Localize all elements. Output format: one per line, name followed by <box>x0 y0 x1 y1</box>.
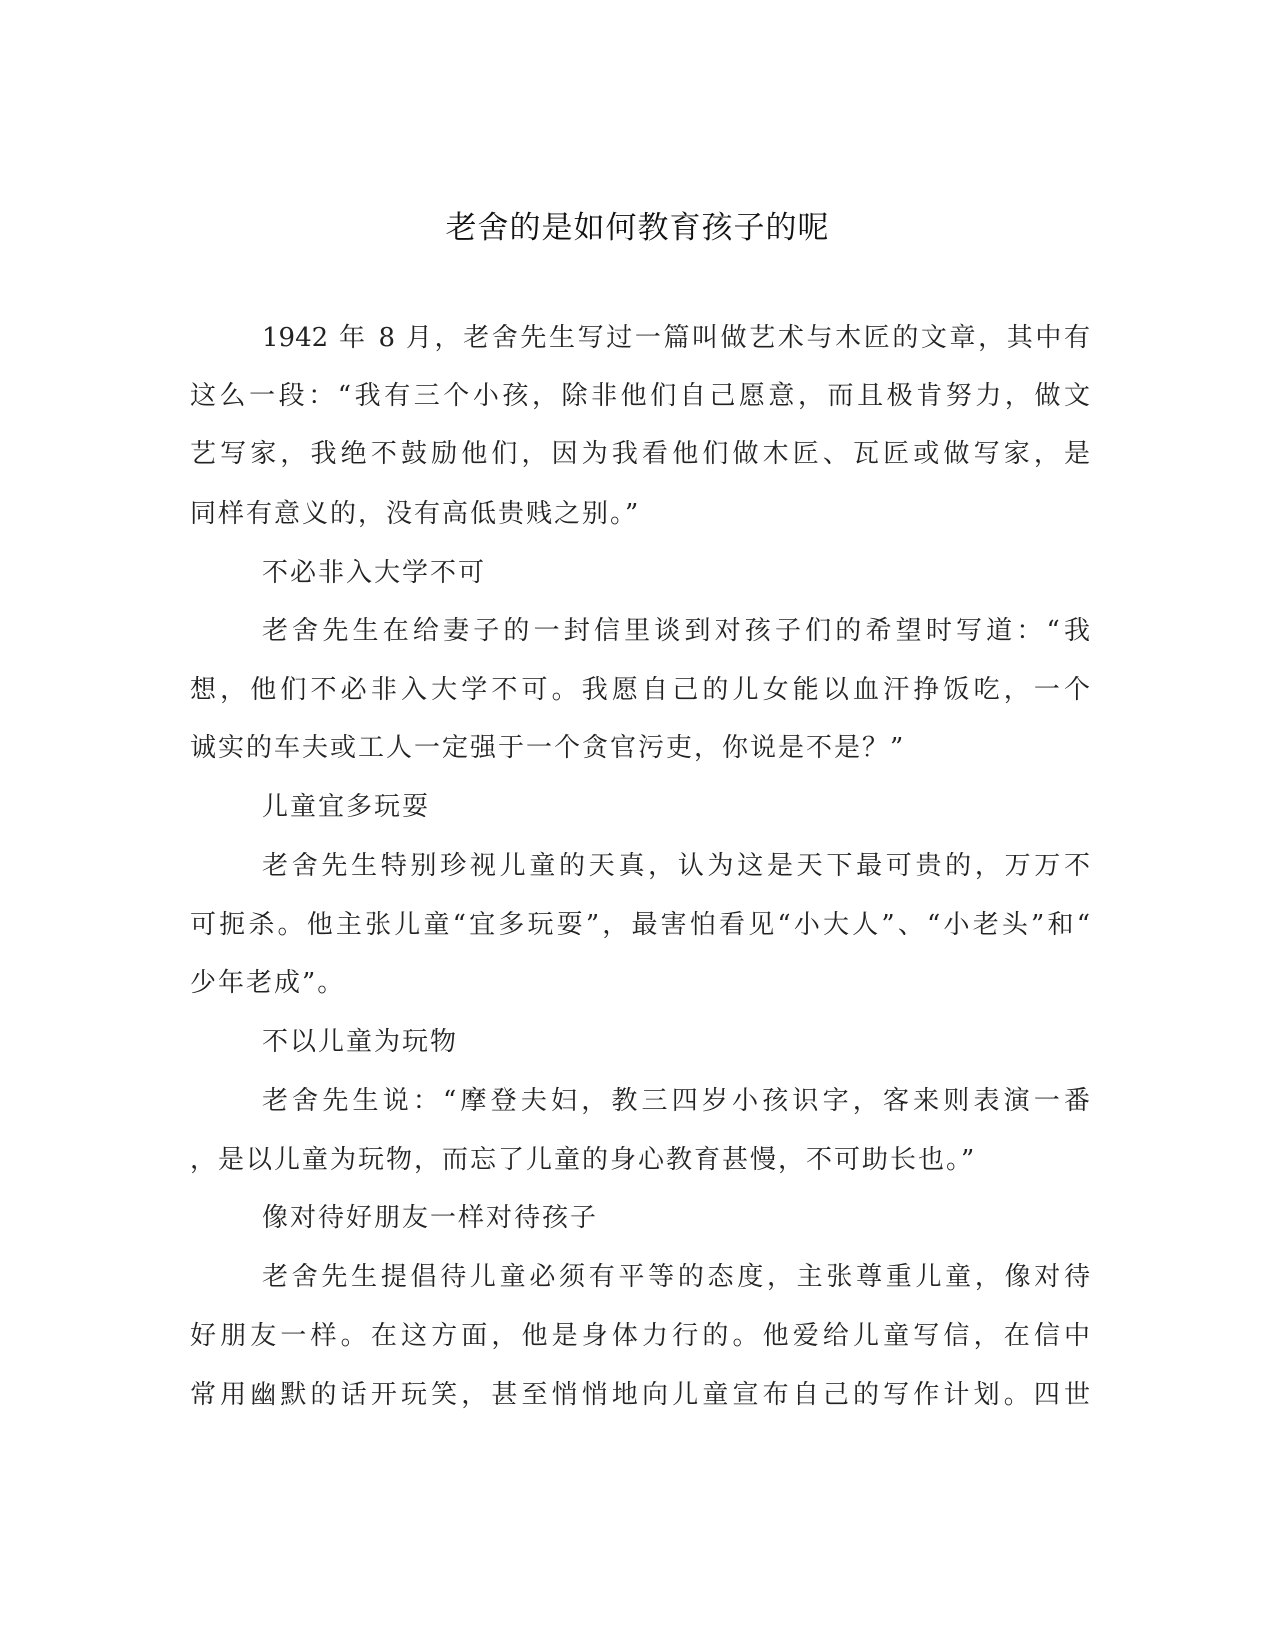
paragraph-line: 可扼杀。他主张儿童“宜多玩耍”，最害怕看见“小大人”、“小老头”和“ <box>190 910 1090 940</box>
paragraph-line: 少年老成”。 <box>190 968 346 998</box>
paragraph-line: 同样有意义的，没有高低贵贱之别。” <box>190 499 641 529</box>
paragraph-line: 想，他们不必非入大学不可。我愿自己的儿女能以血汗挣饭吃，一个 <box>190 675 1090 705</box>
paragraph-line: 好朋友一样。在这方面，他是身体力行的。他爱给儿童写信，在信中 <box>190 1321 1090 1351</box>
paragraph-line: 艺写家，我绝不鼓励他们，因为我看他们做木匠、瓦匠或做写家，是 <box>190 439 1090 469</box>
paragraph-line: 1942 年 8 月，老舍先生写过一篇叫做艺术与木匠的文章，其中有 <box>262 323 1090 353</box>
section-heading: 像对待好朋友一样对待孩子 <box>262 1203 599 1233</box>
section-heading: 儿童宜多玩耍 <box>262 792 431 822</box>
paragraph-line: 老舍先生说：“摩登夫妇，教三四岁小孩识字，客来则表演一番 <box>262 1086 1090 1116</box>
section-heading: 不以儿童为玩物 <box>262 1027 459 1057</box>
section-heading: 不必非入大学不可 <box>262 558 487 588</box>
paragraph-line: 老舍先生特别珍视儿童的天真，认为这是天下最可贵的，万万不 <box>262 851 1090 881</box>
paragraph-line: 老舍先生提倡待儿童必须有平等的态度，主张尊重儿童，像对待 <box>262 1262 1090 1292</box>
document-title: 老舍的是如何教育孩子的呢 <box>445 210 830 246</box>
paragraph-line: 常用幽默的话开玩笑，甚至悄悄地向儿童宣布自己的写作计划。四世 <box>190 1380 1090 1410</box>
paragraph-line: 这么一段：“我有三个小孩，除非他们自己愿意，而且极肯努力，做文 <box>190 381 1090 411</box>
paragraph-line: ，是以儿童为玩物，而忘了儿童的身心教育甚慢，不可助长也。” <box>190 1145 977 1175</box>
paragraph-line: 诚实的车夫或工人一定强于一个贪官污吏，你说是不是？” <box>190 733 906 763</box>
paragraph-line: 老舍先生在给妻子的一封信里谈到对孩子们的希望时写道：“我 <box>262 616 1090 646</box>
